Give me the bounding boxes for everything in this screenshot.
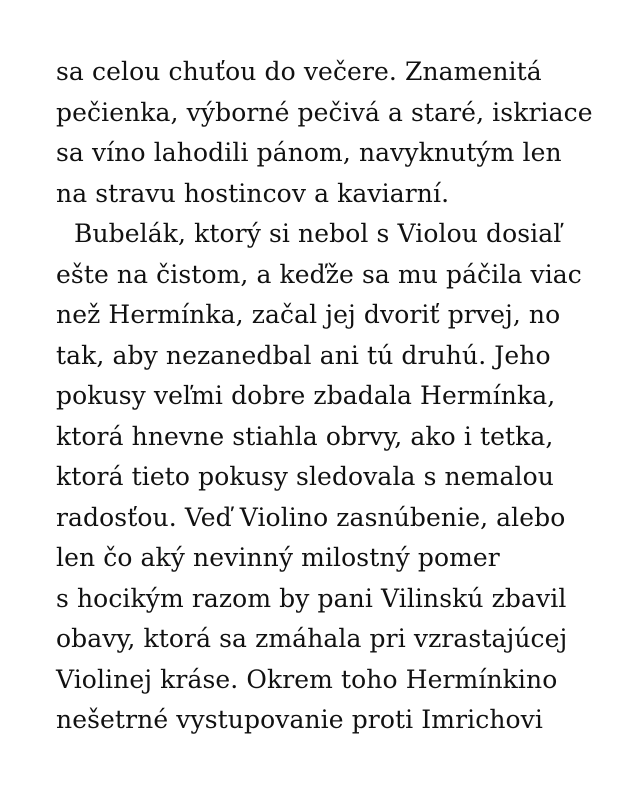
text-line: nešetrné vystupovanie proti Imrichovi	[56, 705, 544, 734]
text-line-paragraph-start: Bubelák, ktorý si nebol s Violou dosiaľ	[74, 219, 562, 248]
text-line: s hocikým razom by pani Vilinskú zbavil	[56, 583, 567, 613]
text-line: sa celou chuťou do večere. Znamenitá	[56, 57, 542, 86]
text-line: tak, aby nezanedbal ani tú druhú. Jeho	[56, 340, 551, 370]
text-line: radosťou. Veď Violino zasnúbenie, alebo	[56, 502, 566, 532]
text-line: len čo aký nevinný milostný pomer	[56, 543, 500, 572]
text-line: než Hermínka, začal jej dvoriť prvej, no	[56, 300, 561, 329]
text-line: na stravu hostincov a kaviarní.	[56, 178, 450, 208]
text-line: ktorá tieto pokusy sledovala s nemalou	[56, 462, 554, 491]
text-line: Violinej kráse. Okrem toho Hermínkino	[56, 664, 558, 694]
body-text	[56, 52, 596, 741]
text-line: ešte na čistom, a keďže sa mu páčila viac	[56, 259, 582, 289]
text-line: pokusy veľmi dobre zbadala Hermínka,	[56, 381, 556, 410]
text-line: sa víno lahodili pánom, navyknutým len	[56, 138, 562, 167]
text-line: pečienka, výborné pečivá a staré, iskriace	[56, 97, 593, 127]
text-line: obavy, ktorá sa zmáhala pri vzrastajúcej	[56, 624, 568, 653]
text-line: ktorá hnevne stiahla obrvy, ako i tetka,	[56, 421, 554, 451]
